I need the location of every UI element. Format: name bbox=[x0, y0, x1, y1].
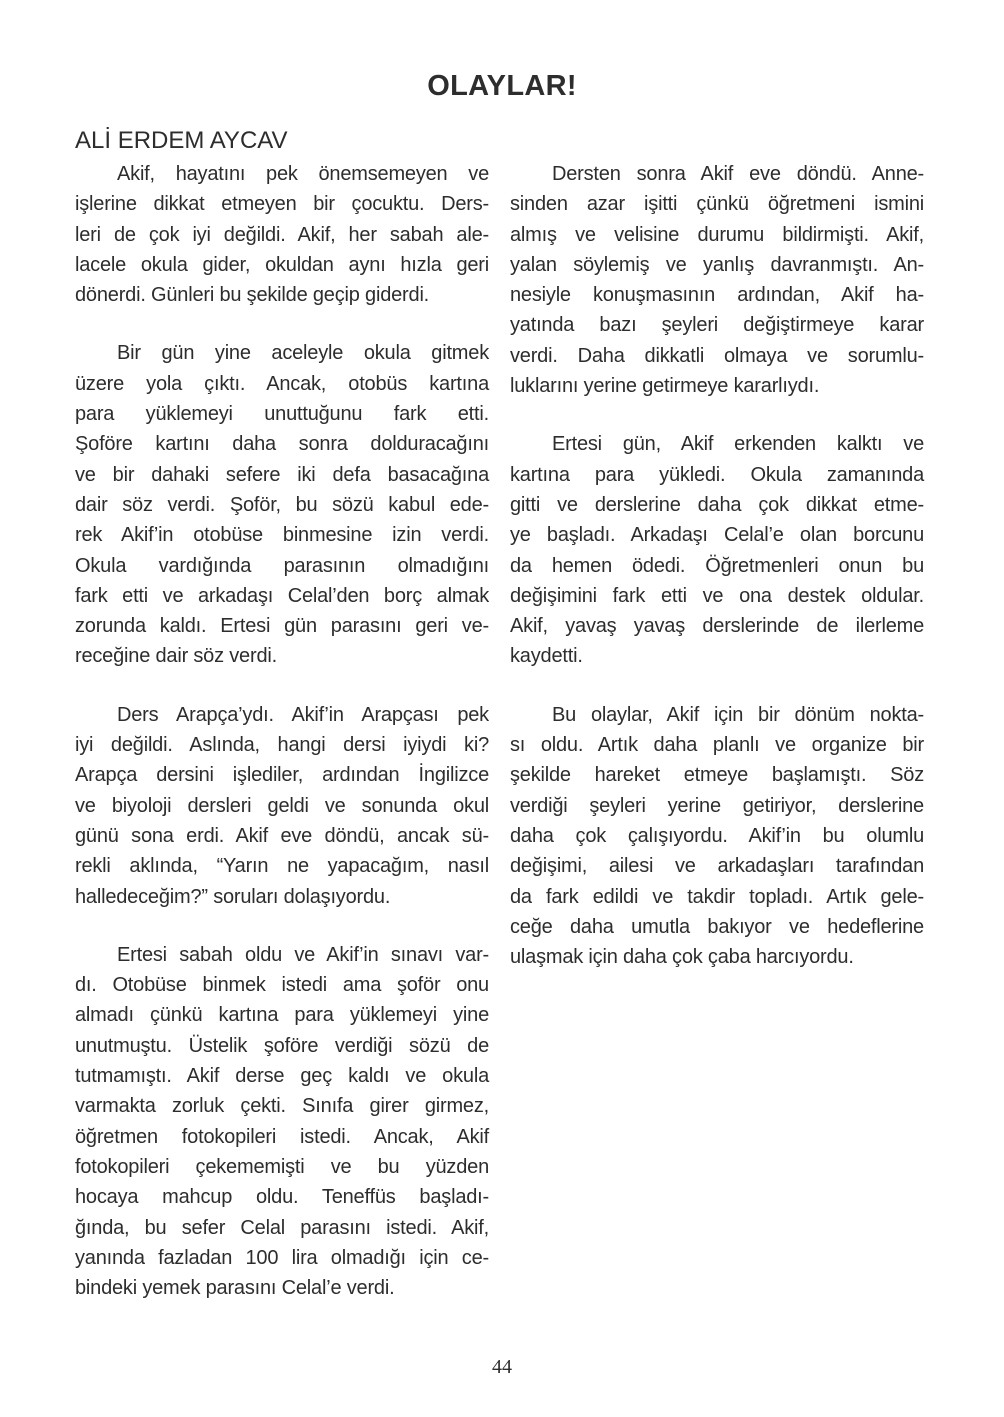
text-line: şekilde hareket etmeye başlamıştı. Söz bbox=[510, 764, 924, 787]
text-line: yanında fazladan 100 lira olmadığı için ce- bbox=[75, 1246, 489, 1269]
paragraph bbox=[510, 700, 924, 973]
text-line: fark etti ve arkadaşı Celal’den borç almak bbox=[75, 584, 489, 607]
text-line: kaydetti. bbox=[510, 645, 583, 668]
text-line: receğine dair söz verdi. bbox=[75, 645, 277, 668]
text-line: varmakta zorluk çekti. Sınıfa girer girmez, bbox=[75, 1095, 489, 1118]
paragraph bbox=[75, 338, 489, 671]
text-line: zorunda kaldı. Ertesi gün parasını geri ve- bbox=[75, 615, 489, 638]
text-line: iyi değildi. Aslında, hangi dersi iyiydi ki? bbox=[75, 734, 489, 757]
text-line: rek Akif’in otobüse binmesine izin verdi. bbox=[75, 524, 489, 547]
text-line: Bir gün yine aceleyle okula gitmek bbox=[117, 342, 489, 365]
text-line: para yüklemeyi unuttuğunu fark etti. bbox=[75, 403, 489, 426]
text-line: dair söz verdi. Şoför, bu sözü kabul ede- bbox=[75, 493, 489, 516]
text-line: ye başladı. Arkadaşı Celal’e olan borcunu bbox=[510, 524, 924, 547]
text-line: gitti ve derslerine daha çok dikkat etme- bbox=[510, 493, 924, 516]
paragraph bbox=[75, 700, 489, 912]
text-line: Ders Arapça’ydı. Akif’in Arapçası pek bbox=[117, 703, 489, 726]
text-line: ulaşmak için daha çok çaba harcıyordu. bbox=[510, 946, 854, 969]
text-line: luklarını yerine getirmeye kararlıydı. bbox=[510, 375, 820, 398]
text-line: almış ve velisine durumu bildirmişti. Akif, bbox=[510, 223, 924, 246]
text-line: nesiyle konuşmasının ardından, Akif ha- bbox=[510, 284, 924, 307]
text-line: da hemen ödedi. Öğretmenleri onun bu bbox=[510, 554, 924, 577]
text-line: halledeceğim?” soruları dolaşıyordu. bbox=[75, 885, 391, 908]
text-line: sı oldu. Artık daha planlı ve organize bir bbox=[510, 734, 924, 757]
text-line: verdiği şeyleri yerine getiriyor, derslerine bbox=[510, 794, 924, 817]
article-body bbox=[75, 159, 924, 1303]
page-title: OLAYLAR! bbox=[427, 70, 577, 102]
text-line: da fark edildi ve takdir topladı. Artık gele- bbox=[510, 885, 924, 908]
paragraph bbox=[75, 940, 489, 1304]
text-line: fotokopileri çekememişti ve bu yüzden bbox=[75, 1155, 489, 1178]
text-line: sinden azar işitti çünkü öğretmeni ismini bbox=[510, 193, 924, 216]
text-line: tutmamıştı. Akif derse geç kaldı ve okula bbox=[75, 1065, 489, 1088]
text-line: yatında bazı şeyleri değiştirmeye karar bbox=[510, 314, 924, 337]
text-line: hocaya mahcup oldu. Teneffüs başladı- bbox=[75, 1186, 489, 1209]
paragraph bbox=[510, 429, 924, 671]
text-line: Arapça dersini işlediler, ardından İngilizce bbox=[75, 764, 489, 787]
text-line: dönerdi. Günleri bu şekilde geçip giderdi. bbox=[75, 284, 430, 307]
text-line: Şoföre kartını daha sonra dolduracağını bbox=[75, 433, 489, 456]
paragraph bbox=[510, 159, 924, 401]
text-line: üzere yola çıktı. Ancak, otobüs kartına bbox=[75, 372, 489, 395]
text-line: değişimini fark etti ve ona destek oldular. bbox=[510, 584, 924, 607]
author-name: ALİ ERDEM AYCAV bbox=[75, 127, 288, 154]
text-line: verdi. Daha dikkatli olmaya ve sorumlu- bbox=[510, 344, 924, 367]
text-line: öğretmen fotokopileri istedi. Ancak, Akif bbox=[75, 1125, 489, 1148]
text-column-right bbox=[510, 159, 924, 1303]
text-line: dı. Otobüse binmek istedi ama şoför onu bbox=[75, 974, 489, 997]
text-line: ve biyoloji dersleri geldi ve sonunda okul bbox=[75, 794, 489, 817]
paragraph bbox=[75, 159, 489, 310]
text-line: Akif, yavaş yavaş derslerinde de ilerleme bbox=[510, 615, 924, 638]
text-line: daha çok çalışıyordu. Akif’in bu olumlu bbox=[510, 824, 924, 847]
text-line: Okula vardığında parasının olmadığını bbox=[75, 554, 489, 577]
text-line: almadı çünkü kartına para yüklemeyi yine bbox=[75, 1004, 489, 1027]
text-line: unutmuştu. Üstelik şoföre verdiği sözü de bbox=[75, 1034, 489, 1057]
text-line: Akif, hayatını pek önemsemeyen ve bbox=[117, 163, 489, 185]
text-column-left bbox=[75, 159, 489, 1303]
text-line: kartına para yükledi. Okula zamanında bbox=[510, 463, 924, 486]
text-line: işlerine dikkat etmeyen bir çocuktu. Ders- bbox=[75, 193, 489, 216]
text-line: bindeki yemek parasını Celal’e verdi. bbox=[75, 1277, 395, 1300]
text-line: Ertesi gün, Akif erkenden kalktı ve bbox=[552, 433, 924, 456]
text-line: Ertesi sabah oldu ve Akif’in sınavı var- bbox=[117, 943, 489, 966]
text-line: değişimi, ailesi ve arkadaşları tarafından bbox=[510, 855, 924, 878]
text-line: leri de çok iyi değildi. Akif, her sabah ale- bbox=[75, 223, 489, 246]
text-line: ğında, bu sefer Celal parasını istedi. Akif, bbox=[75, 1216, 489, 1239]
text-line: Bu olaylar, Akif için bir dönüm nokta- bbox=[552, 703, 924, 726]
text-line: rekli aklında, “Yarın ne yapacağım, nasıl bbox=[75, 855, 489, 878]
text-line: lacele okula gider, okuldan aynı hızla geri bbox=[75, 253, 489, 276]
text-line: ceğe daha umutla bakıyor ve hedeflerine bbox=[510, 915, 924, 938]
page-number: 44 bbox=[492, 1356, 512, 1378]
text-line: günü sona erdi. Akif eve döndü, ancak sü- bbox=[75, 824, 489, 847]
text-line: ve bir dahaki sefere iki defa basacağına bbox=[75, 463, 489, 486]
text-line: yalan söylemiş ve yanlış davranmıştı. An- bbox=[510, 253, 924, 276]
text-line: Dersten sonra Akif eve döndü. Anne- bbox=[552, 163, 924, 185]
